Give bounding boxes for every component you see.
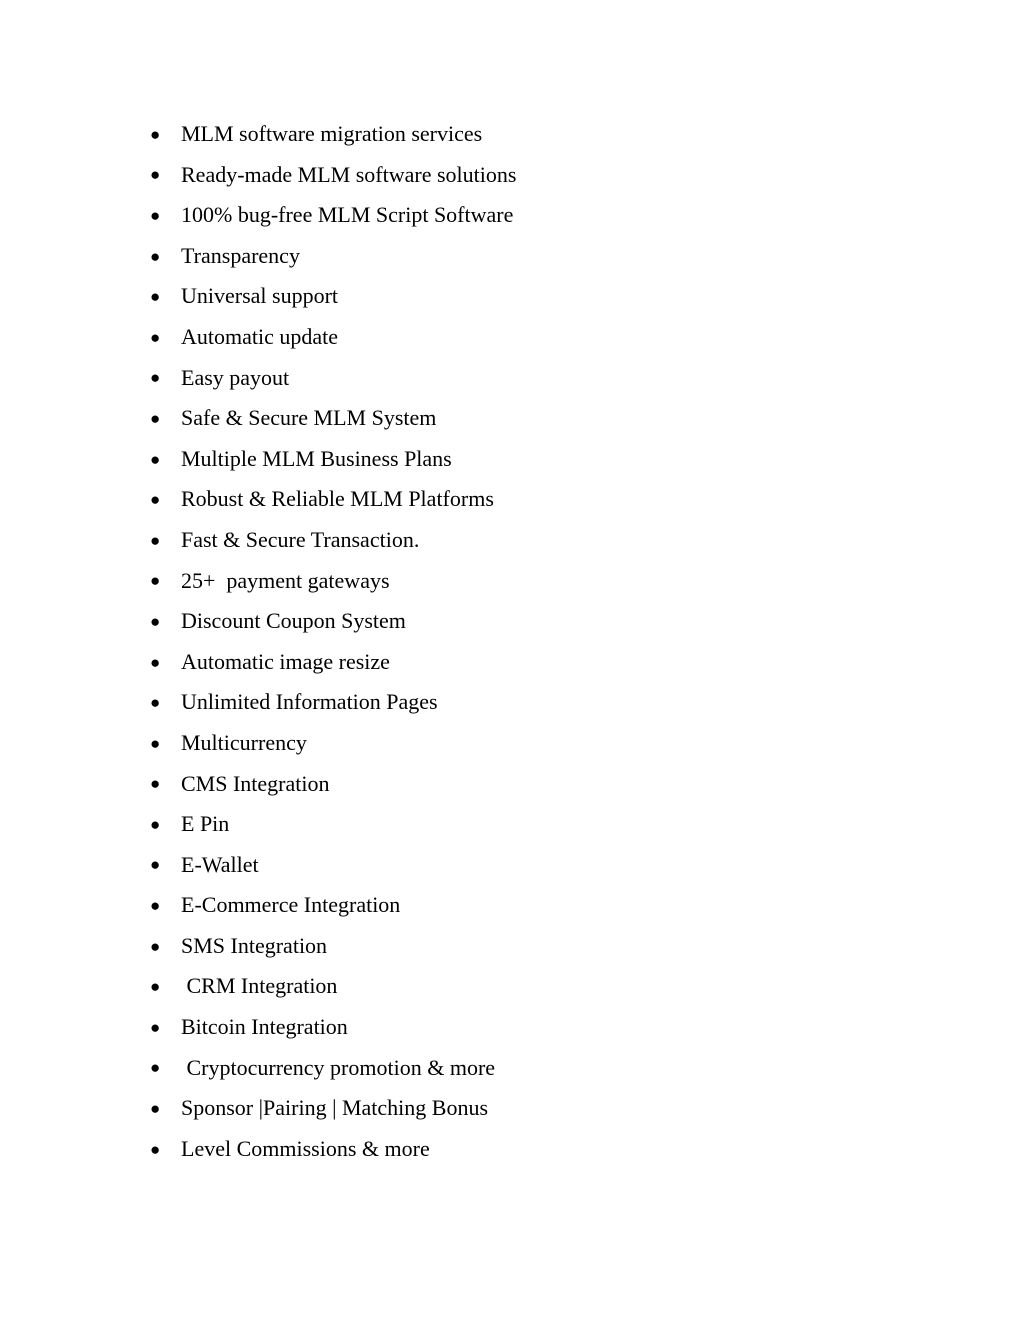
list-item <box>150 642 516 683</box>
list-item <box>150 195 516 236</box>
bullet-icon: ● <box>150 733 161 753</box>
list-item <box>150 804 516 845</box>
bullet-icon: ● <box>150 449 161 469</box>
list-item <box>150 236 516 277</box>
bullet-icon: ● <box>150 896 161 916</box>
bullet-icon: ● <box>150 855 161 875</box>
list-item <box>150 1129 516 1170</box>
bullet-icon: ● <box>150 814 161 834</box>
list-item-text: Bitcoin Integration <box>181 1014 348 1040</box>
bullet-icon: ● <box>150 205 161 225</box>
list-item <box>150 398 516 439</box>
bullet-icon: ● <box>150 1139 161 1159</box>
list-item <box>150 276 516 317</box>
list-item <box>150 1048 516 1089</box>
bullet-icon: ● <box>150 124 161 144</box>
list-item <box>150 1007 516 1048</box>
bullet-icon: ● <box>150 408 161 428</box>
bullet-icon: ● <box>150 652 161 672</box>
list-item-text: 100% bug-free MLM Script Software <box>181 202 514 228</box>
list-item-text: 25+ payment gateways <box>181 567 390 593</box>
list-item-text: Discount Coupon System <box>181 608 406 634</box>
list-item <box>150 479 516 520</box>
list-item <box>150 358 516 399</box>
list-item-text: Safe & Secure MLM System <box>181 405 437 431</box>
bullet-icon: ● <box>150 693 161 713</box>
list-item <box>150 439 516 480</box>
bullet-icon: ● <box>150 246 161 266</box>
bullet-icon: ● <box>150 977 161 997</box>
bullet-icon: ● <box>150 774 161 794</box>
list-item-text: CRM Integration <box>181 973 338 999</box>
list-item-text: Transparency <box>181 242 300 268</box>
list-item <box>150 520 516 561</box>
bullet-icon: ● <box>150 165 161 185</box>
list-item <box>150 155 516 196</box>
list-item <box>150 601 516 642</box>
list-item-text: Ready-made MLM software solutions <box>181 161 517 187</box>
bullet-icon: ● <box>150 368 161 388</box>
list-item-text: Unlimited Information Pages <box>181 689 438 715</box>
list-item <box>150 1088 516 1129</box>
list-item <box>150 764 516 805</box>
list-item-text: SMS Integration <box>181 932 328 958</box>
list-item-text: MLM software migration services <box>181 121 483 146</box>
list-item <box>150 885 516 926</box>
list-item-text: E-Commerce Integration <box>181 892 401 918</box>
bullet-icon: ● <box>150 490 161 510</box>
bullet-icon: ● <box>150 287 161 307</box>
list-item <box>150 966 516 1007</box>
list-item-text: Automatic image resize <box>181 648 390 674</box>
list-item <box>150 845 516 886</box>
list-item <box>150 682 516 723</box>
list-item-text: Fast & Secure Transaction. <box>181 526 420 552</box>
list-item-text: Automatic update <box>181 323 339 349</box>
bullet-icon: ● <box>150 1058 161 1078</box>
list-item-text: E Pin <box>181 811 230 837</box>
bullet-icon: ● <box>150 1099 161 1119</box>
list-item <box>150 114 516 155</box>
list-item-text: Easy payout <box>181 364 290 390</box>
list-item <box>150 561 516 602</box>
list-item-text: Cryptocurrency promotion & more <box>181 1054 496 1080</box>
bullet-icon: ● <box>150 327 161 347</box>
list-item <box>150 926 516 967</box>
list-item-text: Robust & Reliable MLM Platforms <box>181 486 494 512</box>
list-item <box>150 317 516 358</box>
list-item <box>150 723 516 764</box>
bullet-icon: ● <box>150 1017 161 1037</box>
bullet-icon: ● <box>150 936 161 956</box>
feature-bullet-list <box>150 114 516 1169</box>
bullet-icon: ● <box>150 571 161 591</box>
bullet-icon: ● <box>150 530 161 550</box>
list-item-text: Multiple MLM Business Plans <box>181 445 452 471</box>
list-item-text: Level Commissions & more <box>181 1135 430 1161</box>
list-item-text: E-Wallet <box>181 851 259 877</box>
bullet-icon: ● <box>150 611 161 631</box>
list-item-text: CMS Integration <box>181 770 330 796</box>
list-item-text: Universal support <box>181 283 339 309</box>
list-item-text: Sponsor |Pairing | Matching Bonus <box>181 1095 489 1121</box>
list-item-text: Multicurrency <box>181 729 307 755</box>
